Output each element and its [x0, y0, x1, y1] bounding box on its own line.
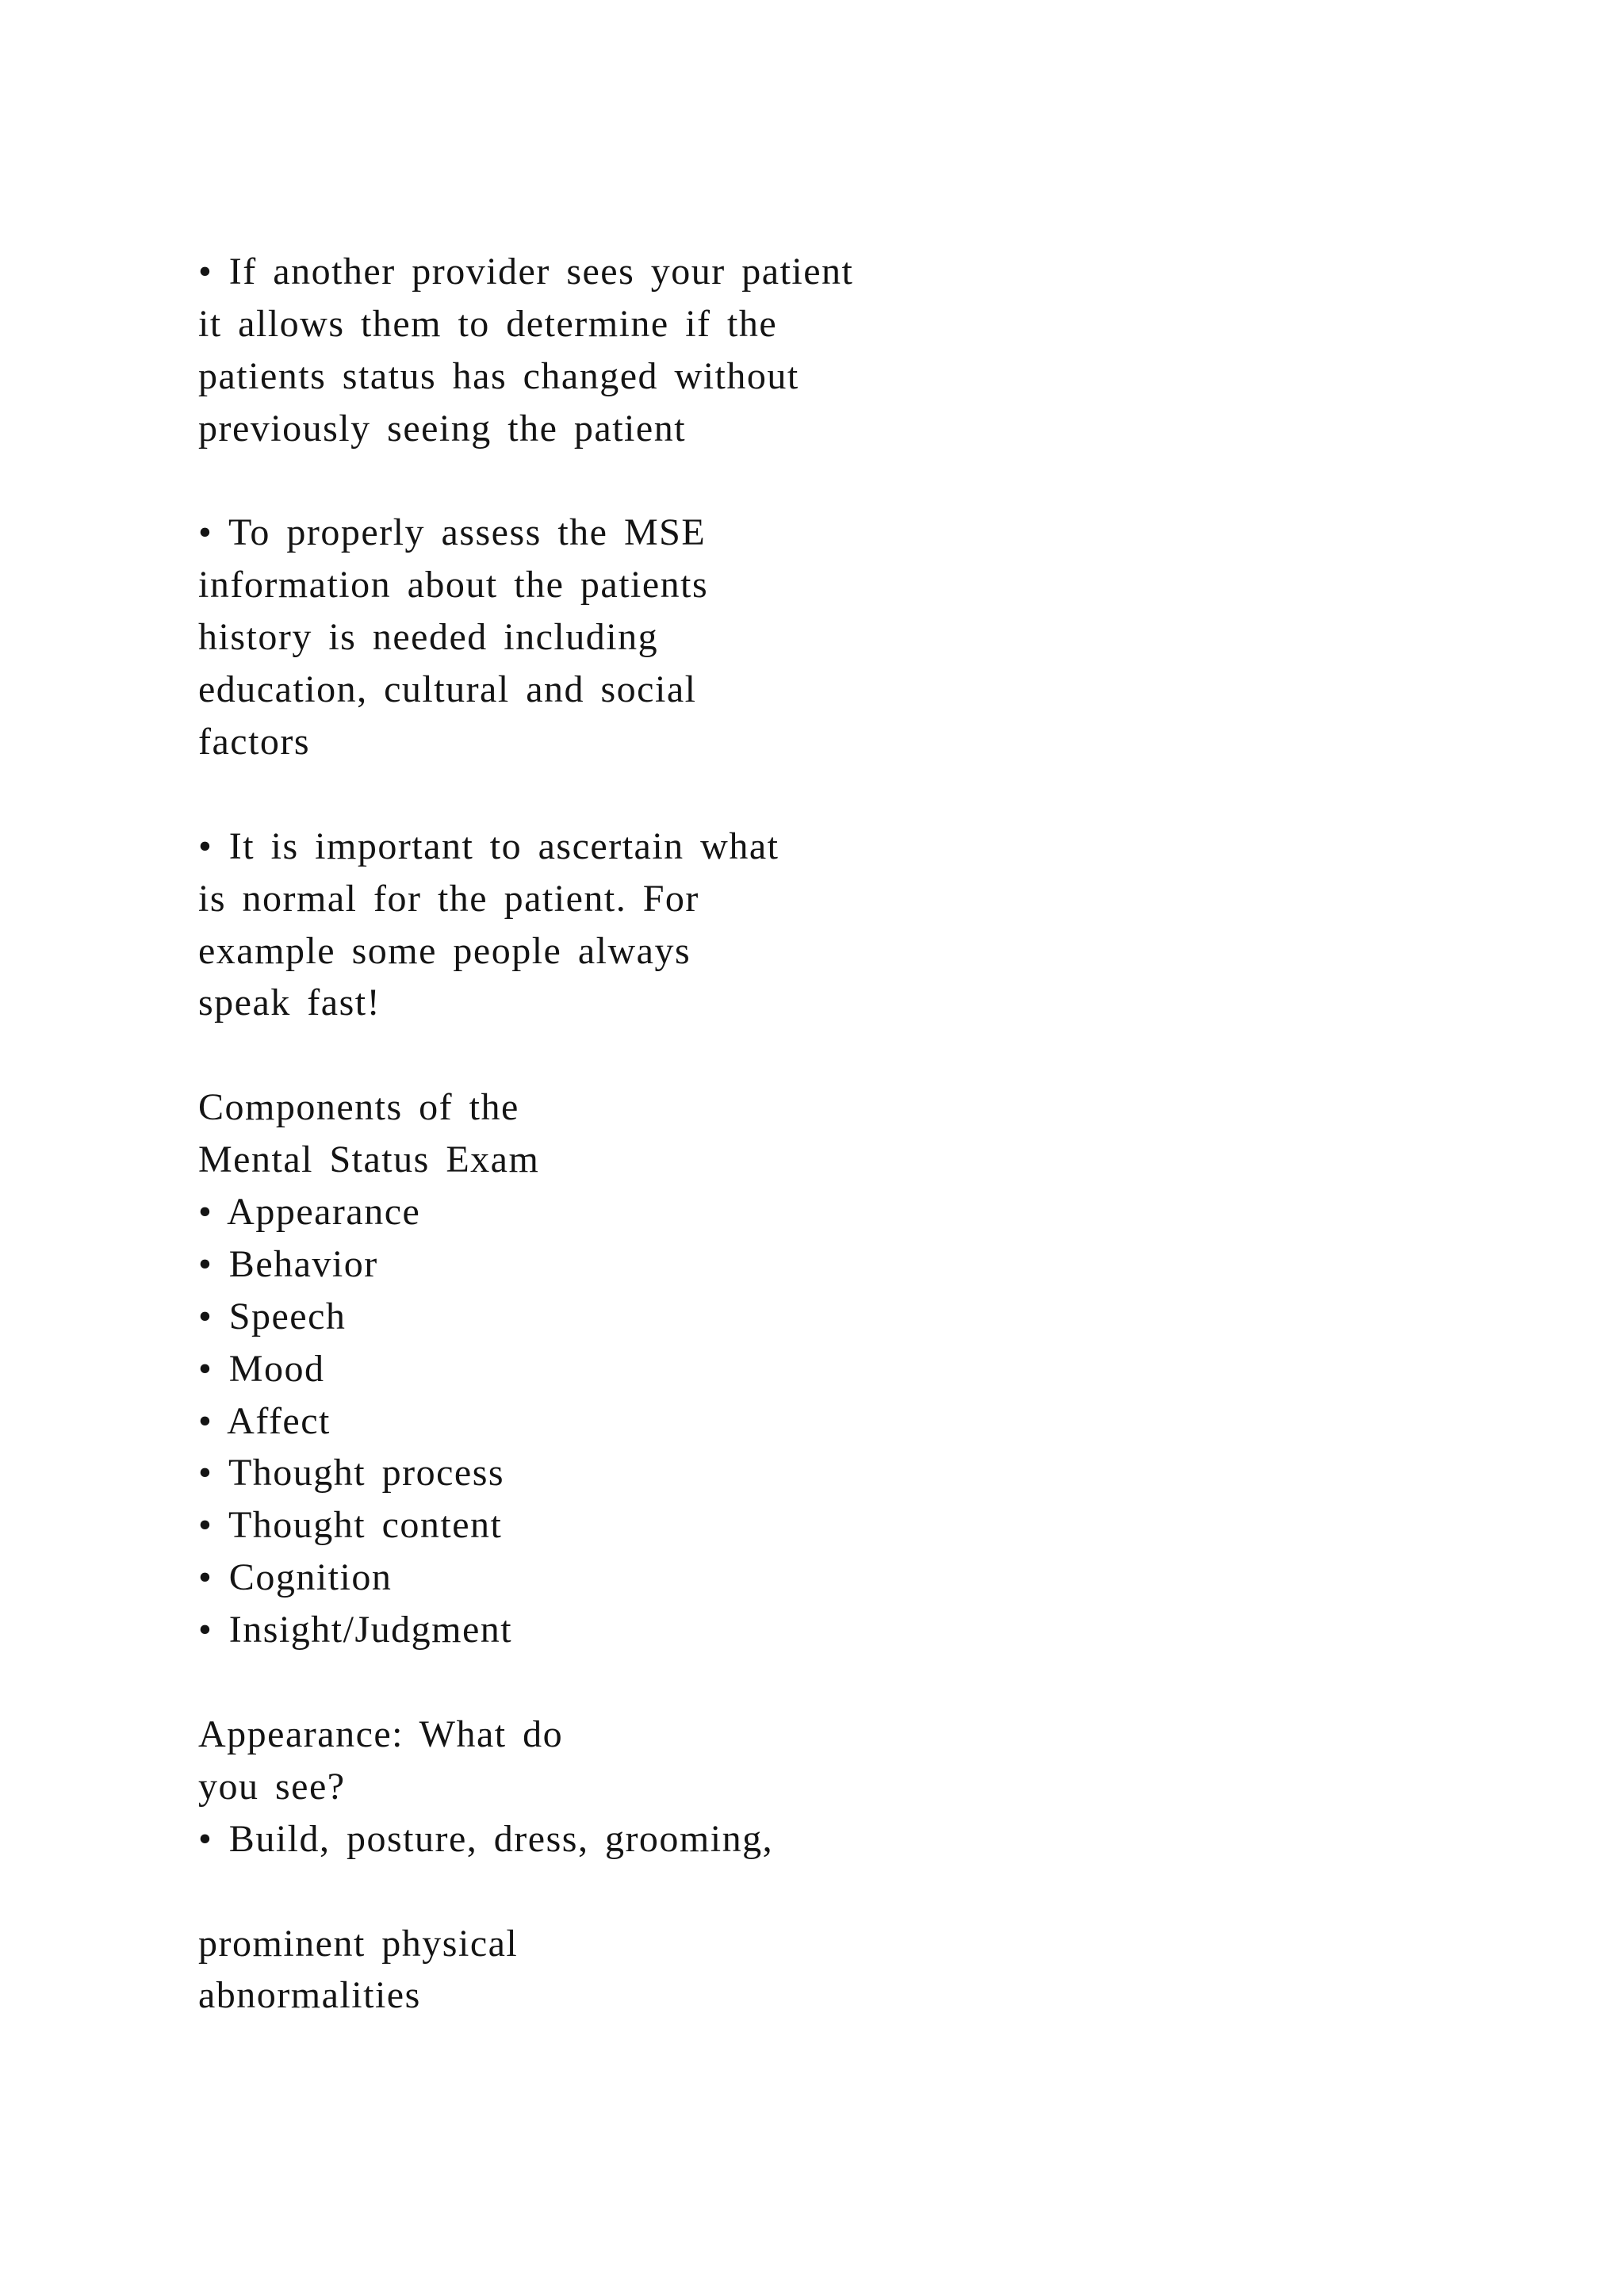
appearance-bullet: • Build, posture, dress, grooming,: [198, 1817, 774, 1860]
text-line: speak fast!: [198, 982, 381, 1024]
list-item: • Thought process: [198, 1452, 505, 1494]
list-item: • Mood: [198, 1347, 325, 1390]
text-line: previously seeing the patient: [198, 407, 687, 450]
text-line: abnormalities: [198, 1974, 421, 2017]
paragraph-gap: [198, 1866, 1388, 1918]
document-text: [198, 246, 1388, 2022]
paragraph-gap: [198, 1029, 1388, 1081]
list-item: • Cognition: [198, 1556, 393, 1599]
heading-line: Appearance: What do: [198, 1712, 564, 1755]
text-line: • If another provider sees your patient: [198, 251, 854, 293]
text-line: • To properly assess the MSE: [198, 511, 707, 554]
paragraph-gap: [198, 768, 1388, 821]
paragraph-history-needed: [198, 507, 1388, 767]
components-heading: [198, 1081, 1388, 1186]
list-item: • Thought content: [198, 1504, 503, 1547]
paragraph-gap: [198, 1656, 1388, 1709]
text-line: history is needed including: [198, 616, 659, 659]
text-line: example some people always: [198, 929, 691, 972]
components-list: [198, 1186, 1388, 1656]
heading-line: Mental Status Exam: [198, 1138, 540, 1181]
heading-line: Components of the: [198, 1086, 519, 1129]
appearance-heading: [198, 1709, 1388, 1813]
list-item: • Insight/Judgment: [198, 1609, 513, 1651]
paragraph-gap: [198, 455, 1388, 507]
list-item: • Affect: [198, 1399, 331, 1442]
text-line: • It is important to ascertain what: [198, 825, 779, 867]
paragraph-normal-for-patient: [198, 821, 1388, 1030]
paragraph-provider-status: [198, 246, 1388, 455]
text-line: information about the patients: [198, 564, 709, 607]
list-item: • Behavior: [198, 1242, 378, 1285]
list-item: • Speech: [198, 1295, 347, 1337]
text-line: prominent physical: [198, 1922, 519, 1965]
text-line: factors: [198, 721, 311, 763]
text-line: it allows them to determine if the: [198, 302, 778, 345]
appearance-continuation: [198, 1918, 1388, 2022]
list-item: • Appearance: [198, 1191, 421, 1234]
text-line: patients status has changed without: [198, 354, 799, 397]
text-line: education, cultural and social: [198, 668, 697, 711]
text-line: is normal for the patient. For: [198, 877, 699, 920]
heading-line: you see?: [198, 1765, 346, 1808]
